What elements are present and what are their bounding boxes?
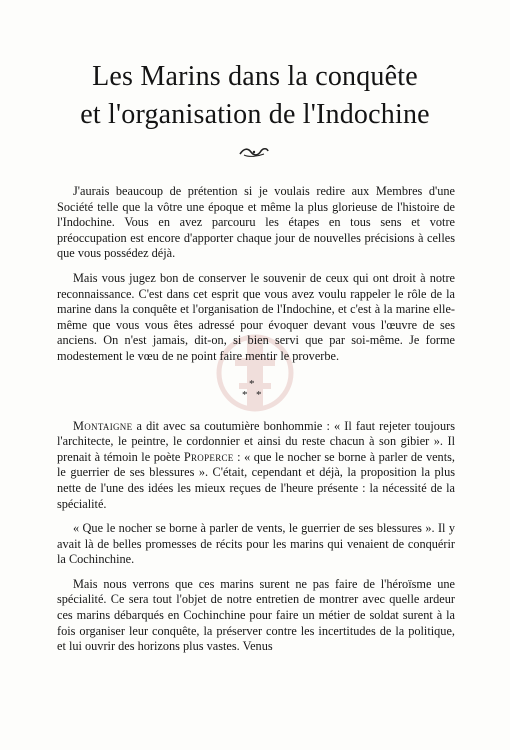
title-line-1: Les Marins dans la conquête (92, 61, 418, 92)
paragraph-5: Mais nous verrons que ces marins surent ne pas faire de l'héroïsme une spécialité. Ce sera tout l'objet de notre entretien de montrer avec quelle ardeur ces marins débarqués en Cochinchine pour faire un métier de soldat surent à la fois organiser leur conquête, la préserver contre les incertitudes de la politique, et lui ouvrir des horizons plus vastes. Venus (57, 576, 455, 654)
author-name-montaigne: Montaigne (73, 418, 133, 433)
paragraph-3 (57, 419, 455, 513)
page-title (30, 58, 480, 134)
article-body (57, 184, 455, 664)
asterism-star-top: * (249, 377, 255, 390)
paragraph-3-part-b: : « que le nocher se borne à parler de vents, le guerrier de ses blessures ». C'était, cependant et déjà, la proposition la plus nette de l'une des idées les mieux reçues de l'heure présente : la nécessité de la spécialité. (57, 449, 455, 511)
section-asterism (57, 377, 455, 407)
paragraph-3-part-a: a dit avec sa coutumière bonhommie : « Il faut rejeter toujours l'architecte, le peintre, le cordonnier et ainsi du reste chacun à son gibier ». Il prenait à témoin le poète (57, 418, 455, 464)
paragraph-4: « Que le nocher se borne à parler de vents, le guerrier de ses blessures ». Il y avait là de belles promesses de récits pour les marins qui venaient de conquérir la Cochinchine. (57, 521, 455, 567)
paragraph-2: Mais vous jugez bon de conserver le souvenir de ceux qui ont droit à notre reconnaissance. C'est dans cet esprit que vous avez voulu rappeler le rôle de la marine dans la conquête et l'organisation de l'Indochine, et c'est à la marine elle-même que vous vous êtes adressé pour évoquer devant vous l'œuvre de ses anciens. On n'est jamais, dit-on, si bien servi que par soi-même. Je forme modestement le vœu de ne point faire mentir le proverbe. (57, 270, 455, 363)
asterism-star-right: * (256, 388, 262, 401)
flourish-ornament-icon (238, 146, 270, 158)
title-line-2: et l'organisation de l'Indochine (80, 99, 430, 130)
asterism-star-left: * (242, 388, 248, 401)
author-name-properce: Properce (183, 449, 234, 464)
paragraph-1: J'aurais beaucoup de prétention si je voulais redire aux Membres d'une Société telle que la vôtre une époque et même la plus glorieuse de l'histoire de l'Indochine. Vous en avez parcouru les étapes en tous sens et votre préoccupation est encore d'apporter chaque jour de nouvelles précisions à celles que vous possédez déjà. (57, 184, 455, 261)
